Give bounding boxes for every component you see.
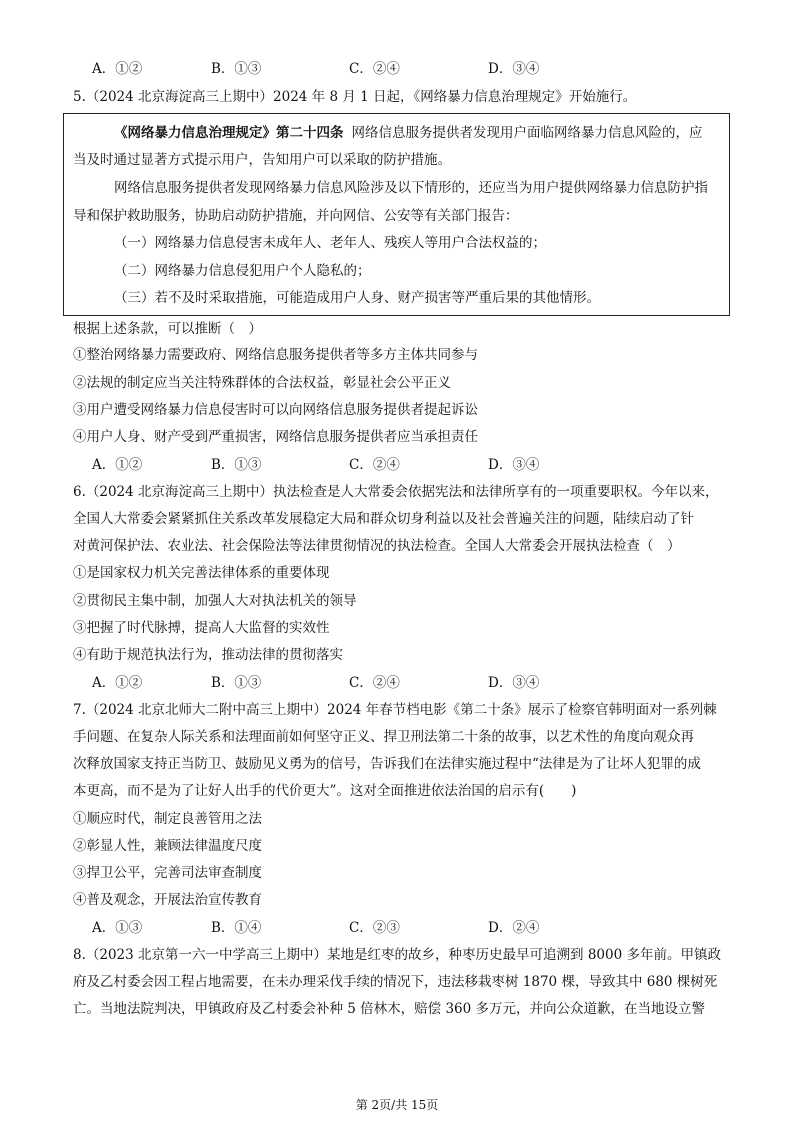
q7-choice-1: ①顺应时代，制定良善管用之法	[73, 811, 262, 827]
q7-option-a: A．①③	[92, 920, 143, 936]
q5-box-item2: （二）网络暴力信息侵犯用户个人隐私的；	[114, 263, 371, 279]
q5-box-line1-rest: 网络信息服务提供者发现用户面临网络暴力信息风险的，应	[351, 125, 703, 141]
q8-stem-3: 亡。当地法院判决，甲镇政府及乙村委会补种 5 倍林木，赔偿 360 多万元，并向公众道歉，在当地设立警	[73, 1001, 706, 1017]
q7-option-d: D．②④	[488, 920, 540, 936]
q6-stem-3: 对黄河保护法、农业法、社会保险法等法律贯彻情况的执法检查。全国人大常委会开展执法检查（ ）	[73, 538, 681, 554]
q4-option-c: C．②④	[349, 61, 400, 77]
q5-question: 根据上述条款，可以推断（ ）	[73, 321, 262, 337]
q7-option-c: C．②③	[349, 920, 400, 936]
q5-box-item1: （一）网络暴力信息侵害未成年人、老年人、残疾人等用户合法权益的；	[114, 235, 546, 251]
q8-stem-2: 府及乙村委会因工程占地需要，在未办理采伐手续的情况下，违法移栽枣树 1870 棵，导致其中 680 棵树死	[73, 974, 718, 990]
q5-stem: 5.（2024 北京海淀高三上期中）2024 年 8 月 1 日起，《网络暴力信息治理规定》开始施行。	[73, 89, 637, 105]
q7-choice-3: ③捍卫公平，完善司法审查制度	[73, 865, 262, 881]
q6-option-a: A．①②	[92, 675, 143, 691]
q5-option-a: A．①②	[92, 457, 143, 473]
q6-stem-2: 全国人大常委会紧紧抓住关系改革发展稳定大局和群众切身利益以及社会普遍关注的问题，陆续启动了针	[73, 511, 694, 527]
q8-stem-1: 8.（2023 北京第一六一中学高三上期中）某地是红枣的故乡，种枣历史最早可追溯到 8000 多年前。甲镇政	[73, 947, 721, 963]
q6-stem-1: 6.（2024 北京海淀高三上期中）执法检查是人大常委会依据宪法和法律所享有的一项重要职权。今年以来，	[73, 484, 719, 500]
q6-choice-2: ②贯彻民主集中制，加强人大对执法机关的领导	[73, 593, 357, 609]
q7-choice-4: ④普及观念，开展法治宣传教育	[73, 892, 262, 908]
q5-option-b: B．①③	[211, 457, 262, 473]
q5-choice-4: ④用户人身、财产受到严重损害，网络信息服务提供者应当承担责任	[73, 429, 478, 445]
q5-box-line4: 导和保护救助服务，协助启动防护措施，并向网信、公安等有关部门报告：	[73, 208, 519, 224]
q5-box-title: 《网络暴力信息治理规定》第二十四条	[114, 125, 344, 141]
q7-choice-2: ②彰显人性，兼顾法律温度尺度	[73, 838, 262, 854]
q5-box-line3: 网络信息服务提供者发现网络暴力信息风险涉及以下情形的，还应当为用户提供网络暴力信息防护指	[114, 180, 708, 196]
q4-option-d: D．③④	[488, 61, 540, 77]
q7-option-b: B．①④	[211, 920, 262, 936]
q5-regulation-box	[63, 113, 730, 316]
q4-option-a: A．①②	[92, 61, 143, 77]
q7-stem-4: 本更高，而不是为了让好人出手的代价更大”。这对全面推进依法治国的启示有( )	[73, 783, 577, 799]
q5-box-line1	[114, 124, 703, 142]
q5-option-d: D．③④	[488, 457, 540, 473]
q5-choice-1: ①整治网络暴力需要政府、网络信息服务提供者等多方主体共同参与	[73, 347, 478, 363]
q6-choice-1: ①是国家权力机关完善法律体系的重要体现	[73, 565, 330, 581]
page-footer: 第 2页/共 15页	[355, 1098, 439, 1112]
q6-option-d: D．③④	[488, 675, 540, 691]
q4-option-b: B．①③	[211, 61, 262, 77]
q7-stem-2: 手问题、在复杂人际关系和法理面前如何坚守正义、捍卫刑法第二十条的故事，以艺术性的角度向观众再	[73, 729, 694, 745]
q7-stem-3: 次释放国家支持正当防卫、鼓励见义勇为的信号，告诉我们在法律实施过程中“法律是为了让坏人犯罪的成	[73, 756, 701, 772]
q5-box-item3: （三）若不及时采取措施，可能造成用户人身、财产损害等严重后果的其他情形。	[114, 290, 600, 306]
q5-option-c: C．②④	[349, 457, 400, 473]
q6-option-c: C．②④	[349, 675, 400, 691]
q7-stem-1: 7.（2024 北京北师大二附中高三上期中）2024 年春节档电影《第二十条》展示了检察官韩明面对一系列棘	[73, 702, 717, 718]
q6-option-b: B．①③	[211, 675, 262, 691]
q5-box-line2: 当及时通过显著方式提示用户，告知用户可以采取的防护措施。	[73, 152, 451, 168]
q5-choice-2: ②法规的制定应当关注特殊群体的合法权益，彰显社会公平正义	[73, 375, 451, 391]
q6-choice-3: ③把握了时代脉搏，提高人大监督的实效性	[73, 620, 330, 636]
q6-choice-4: ④有助于规范执法行为，推动法律的贯彻落实	[73, 647, 343, 663]
q5-choice-3: ③用户遭受网络暴力信息侵害时可以向网络信息服务提供者提起诉讼	[73, 402, 478, 418]
